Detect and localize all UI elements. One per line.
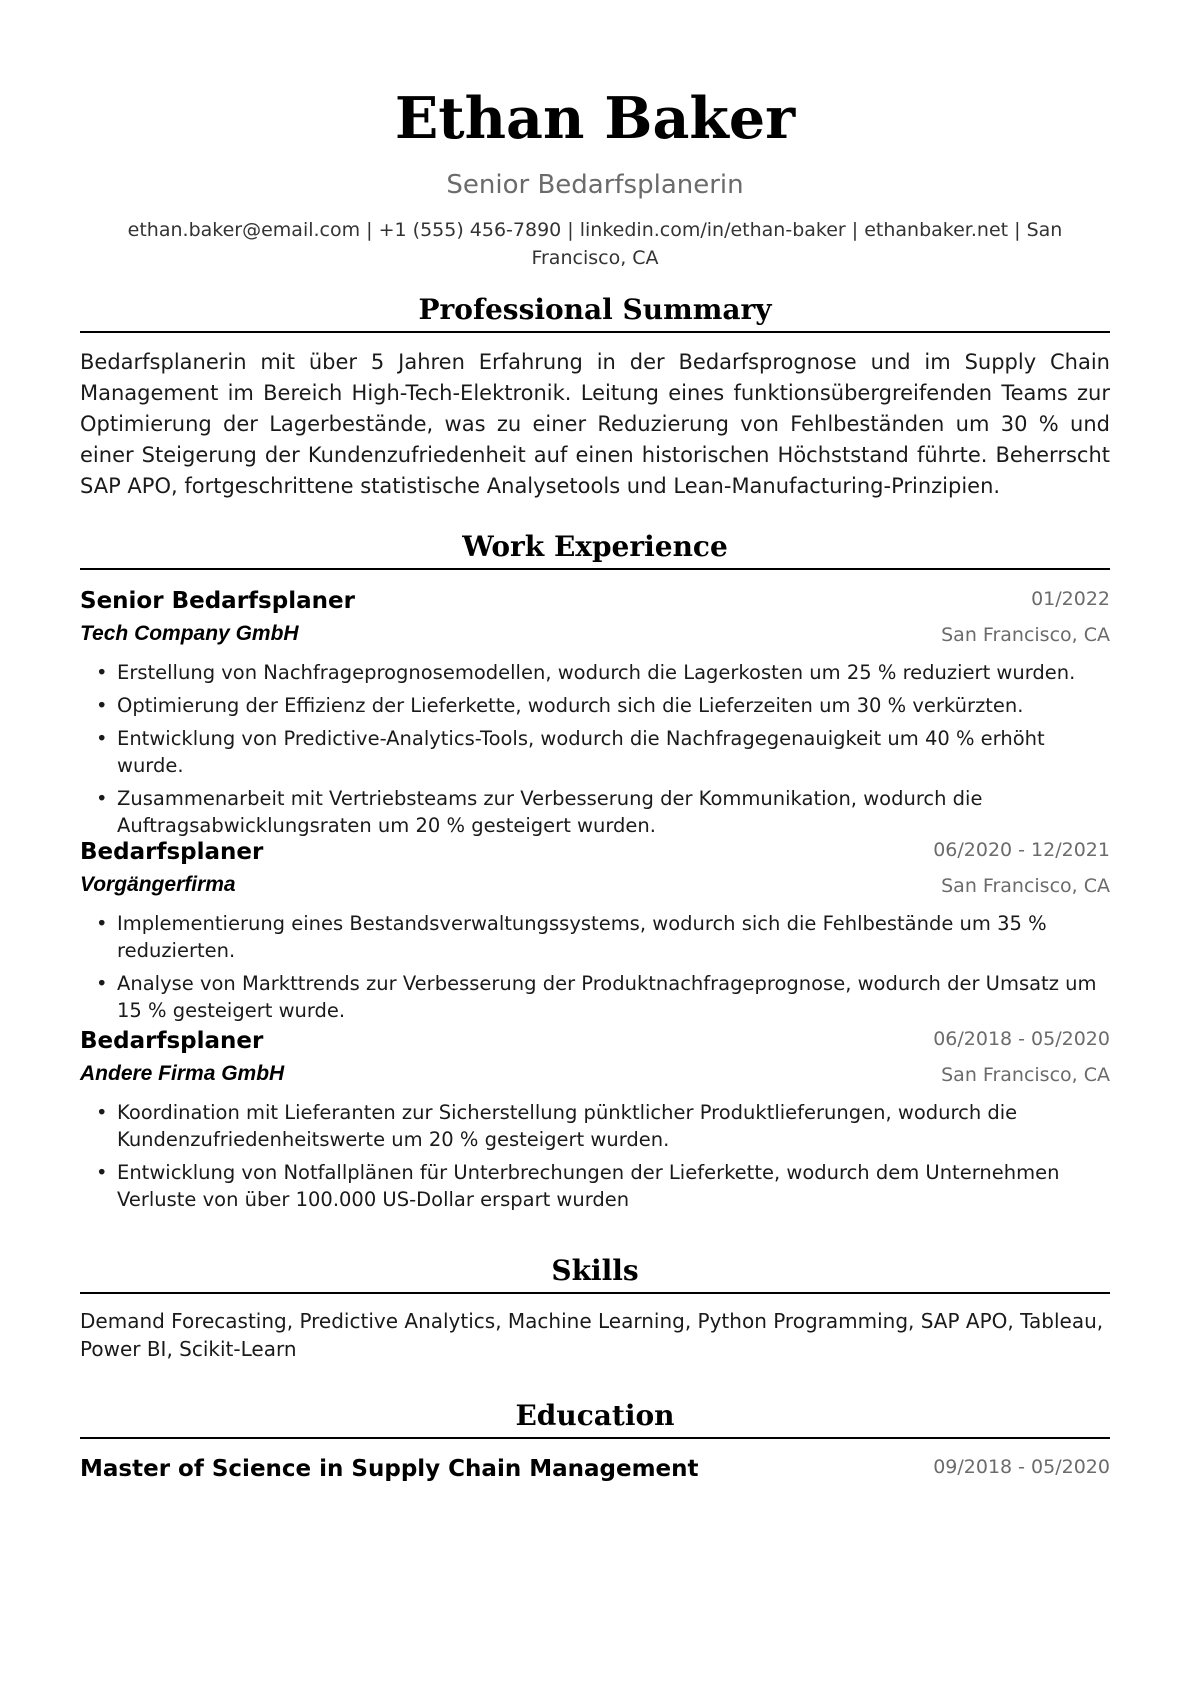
bullet-text: Koordination mit Lieferanten zur Sicherstellung pünktlicher Produktlieferungen, wodurch die Kundenzufriedenheitswerte um 20 % gesteigert wurden.: [117, 1101, 1018, 1151]
job-date: 06/2018 - 05/2020: [933, 1028, 1110, 1050]
bullet-icon: •: [96, 1101, 108, 1124]
bullet-text: Optimierung der Effizienz der Lieferkette, wodurch sich die Lieferzeiten um 30 % verkürzten.: [117, 694, 1024, 717]
bullet-text: Erstellung von Nachfrageprognosemodellen, wodurch die Lagerkosten um 25 % reduziert wurden.: [117, 661, 1076, 684]
bullet-icon: •: [96, 727, 108, 750]
job-location: San Francisco, CA: [941, 624, 1110, 646]
bullet-icon: •: [96, 912, 108, 935]
section-title-experience: Work Experience: [462, 530, 728, 563]
job-bullets: [80, 1099, 1110, 1213]
section-title-skills: Skills: [551, 1254, 639, 1287]
bullet-text: Implementierung eines Bestandsverwaltungssystems, wodurch sich die Fehlbestände um 35 % reduzierten.: [117, 912, 1047, 962]
candidate-name: Ethan Baker: [394, 85, 796, 152]
section-divider: [80, 1437, 1110, 1439]
candidate-title: Senior Bedarfsplanerin: [446, 170, 744, 200]
bullet-item: [80, 725, 1110, 779]
section-divider: [80, 568, 1110, 570]
bullet-text: Zusammenarbeit mit Vertriebsteams zur Verbesserung der Kommunikation, wodurch die Auftragsabwicklungsraten um 20 % gesteigert wurden.: [117, 787, 983, 837]
job-title: Bedarfsplaner: [80, 839, 264, 865]
company-name: Vorgängerfirma: [80, 873, 236, 896]
education-entry: [80, 1453, 1110, 1487]
section-divider: [80, 331, 1110, 333]
bullet-item: [80, 910, 1110, 964]
summary-text: Bedarfsplanerin mit über 5 Jahren Erfahrung in der Bedarfsprognose und im Supply Chain Management im Bereich High-Tech-Elektronik. Leitung eines funktionsübergreifenden Teams zur Optimierung der Lagerbestände, was zu einer Reduzierung von Fehlbeständen um 30 % und einer Steigerung der Kundenzufriedenheit auf einen historischen Höchststand führte. Beherrscht SAP APO, fortgeschrittene statistische Analysetools und Lean-Manufacturing-Prinzipien.: [80, 350, 1110, 498]
bullet-icon: •: [96, 694, 108, 717]
bullet-icon: •: [96, 661, 108, 684]
company-name: Tech Company GmbH: [80, 622, 299, 645]
job-location: San Francisco, CA: [941, 875, 1110, 897]
skills-list: Demand Forecasting, Predictive Analytics, Machine Learning, Python Programming, SAP APO, Tableau, Power BI, Scikit-Learn: [80, 1309, 1104, 1361]
job-entry: [80, 585, 1110, 845]
resume-header: [80, 86, 1110, 272]
bullet-item: [80, 692, 1110, 719]
bullet-text: Analyse von Markttrends zur Verbesserung der Produktnachfrageprognose, wodurch der Umsatz um 15 % gesteigert wurde.: [117, 972, 1097, 1022]
section-divider: [80, 1292, 1110, 1294]
job-title: Bedarfsplaner: [80, 1028, 264, 1054]
company-name: Andere Firma GmbH: [80, 1062, 285, 1085]
job-date: 01/2022: [1031, 588, 1110, 610]
education-date: 09/2018 - 05/2020: [933, 1456, 1110, 1478]
bullet-item: [80, 785, 1110, 839]
bullet-item: [80, 659, 1110, 686]
section-title-summary: Professional Summary: [418, 293, 772, 326]
section-title-education: Education: [515, 1399, 675, 1432]
bullet-item: [80, 970, 1110, 1024]
bullet-icon: •: [96, 972, 108, 995]
job-location: San Francisco, CA: [941, 1064, 1110, 1086]
bullet-text: Entwicklung von Predictive-Analytics-Tools, wodurch die Nachfragegenauigkeit um 40 % erhöht wurde.: [117, 727, 1045, 777]
bullet-item: [80, 1159, 1110, 1213]
job-entry: [80, 1025, 1110, 1219]
job-title: Senior Bedarfsplaner: [80, 588, 355, 614]
contact-line: ethan.baker@email.com | +1 (555) 456-7890 | linkedin.com/in/ethan-baker | ethanbaker.net | San Francisco, CA: [127, 219, 1063, 269]
bullet-icon: •: [96, 1161, 108, 1184]
job-entry: [80, 836, 1110, 1030]
job-bullets: [80, 910, 1110, 1024]
bullet-text: Entwicklung von Notfallplänen für Unterbrechungen der Lieferkette, wodurch dem Unternehmen Verluste von über 100.000 US-Dollar erspart wurden: [117, 1161, 1060, 1211]
bullet-icon: •: [96, 787, 108, 810]
degree-title: Master of Science in Supply Chain Management: [80, 1456, 699, 1482]
job-date: 06/2020 - 12/2021: [933, 839, 1110, 861]
job-bullets: [80, 659, 1110, 839]
bullet-item: [80, 1099, 1110, 1153]
